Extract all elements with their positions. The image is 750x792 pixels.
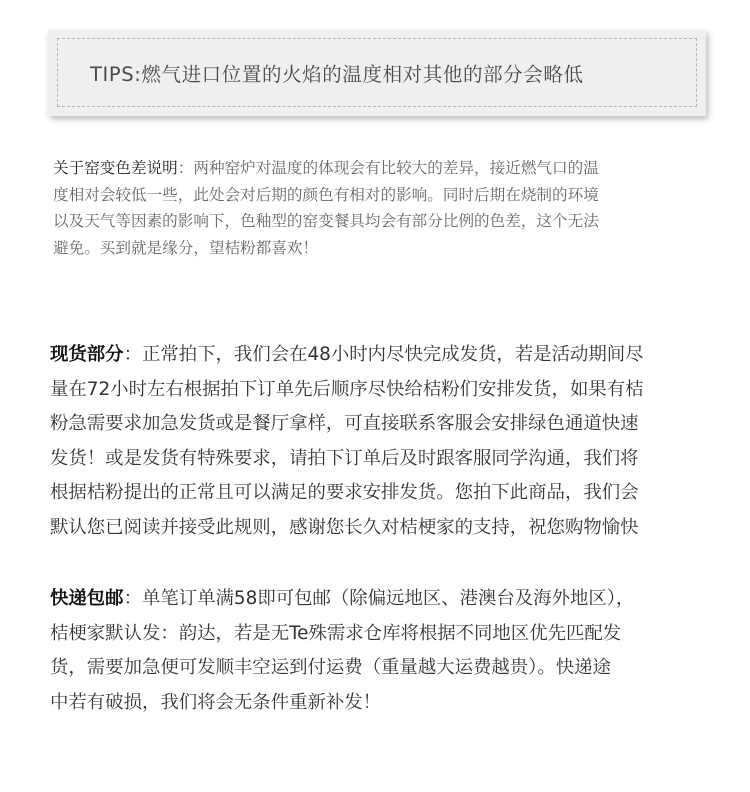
shipping-line-4: 中若有破损，我们将会无条件重新补发！: [50, 691, 382, 713]
tips-text: TIPS:燃气进口位置的火焰的温度相对其他的部分会略低: [90, 62, 584, 86]
kiln-note-line-4: 避免。买到就是缘分，望桔粉都喜欢！: [53, 238, 319, 257]
shipping-line-2: 桔梗家默认发：韵达，若是无Te殊需求仓库将根据不同地区优先匹配发: [50, 622, 622, 644]
stock-line-1: [50, 338, 722, 373]
tips-box: [48, 30, 706, 116]
shipping-line-1: [50, 582, 722, 617]
stock-lead: 现货部分: [50, 344, 124, 365]
kiln-note-lead: 关于窑变色差说明: [53, 159, 178, 177]
kiln-color-note: [53, 155, 703, 261]
kiln-note-text-1: ：两种窑炉对温度的体现会有比较大的差异，接近燃气口的温: [177, 159, 599, 177]
shipping-section: [50, 582, 722, 720]
stock-line-6: 默认您已阅读并接受此规则，感谢您长久对桔梗家的支持，祝您购物愉快: [50, 516, 639, 538]
stock-line-3: 粉急需要求加急发货或是餐厅拿样，可直接联系客服会安排绿色通道快速: [50, 413, 639, 435]
stock-line-2: 量在72小时左右根据拍下订单先后顺序尽快给桔粉们安排发货，如果有桔: [50, 378, 644, 400]
stock-section: [50, 338, 722, 546]
kiln-note-line-2: 度相对会较低一些，此处会对后期的颜色有相对的影响。同时后期在烧制的环境: [53, 185, 599, 204]
stock-line-5: 根据桔粉提出的正常且可以满足的要求安排发货。您拍下此商品，我们会: [50, 482, 639, 504]
kiln-note-line-1: [53, 155, 703, 182]
shipping-text-1: ：单笔订单满58即可包邮（除偏远地区、港澳台及海外地区），: [123, 588, 635, 609]
shipping-line-3: 货，需要加急便可发顺丰空运到付运费（重量越大运费越贵）。快递途: [50, 657, 611, 679]
shipping-lead: 快递包邮: [50, 588, 124, 609]
tips-dashed-frame: [57, 38, 697, 107]
stock-text-1: ：正常拍下，我们会在48小时内尽快完成发货，若是活动期间尽: [123, 344, 644, 365]
stock-line-4: 发货！或是发货有特殊要求，请拍下订单后及时跟客服同学沟通，我们将: [50, 447, 639, 469]
kiln-note-line-3: 以及天气等因素的影响下，色釉型的窑变餐具均会有部分比例的色差，这个无法: [53, 212, 599, 230]
